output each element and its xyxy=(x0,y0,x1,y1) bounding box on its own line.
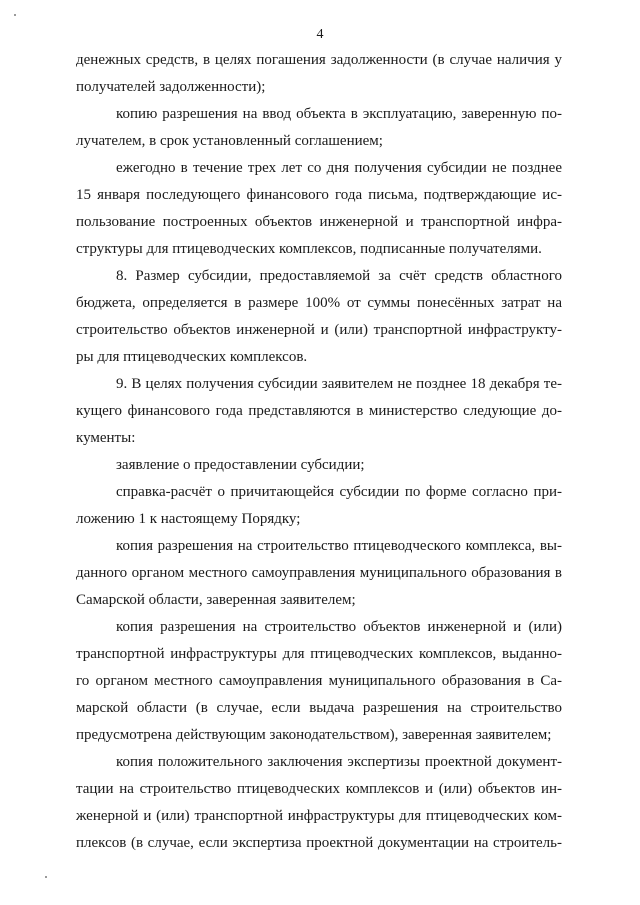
text-line: пользование построенных объектов инженерной и транспортной инфра- xyxy=(76,214,562,230)
text-line: марской области (в случае, если выдача разрешения на строительство xyxy=(76,700,562,716)
text-line: плексов (в случае, если экспертиза проектной документации на строитель- xyxy=(76,835,562,851)
text-line: строительство объектов инженерной и (или) транспортной инфраструкту- xyxy=(76,322,562,338)
text-line: транспортной инфраструктуры для птицеводческих комплексов, выданно- xyxy=(76,646,562,662)
text-line: предусмотрена действующим законодательством), заверенная заявителем; xyxy=(76,727,552,743)
page-number: 4 xyxy=(316,27,324,42)
text-line: данного органом местного самоуправления муниципального образования в xyxy=(76,565,562,581)
text-line: справка-расчёт о причитающейся субсидии по форме согласно при- xyxy=(116,484,562,500)
text-line: 9. В целях получения субсидии заявителем не позднее 18 декабря те- xyxy=(116,376,562,392)
text-line: денежных средств, в целях погашения задолженности (в случае наличия у xyxy=(76,52,562,68)
text-line: 8. Размер субсидии, предоставляемой за счёт средств областного xyxy=(116,268,562,284)
text-line: копию разрешения на ввод объекта в эксплуатацию, заверенную по- xyxy=(116,106,562,122)
scan-speck xyxy=(14,14,16,16)
text-line: копия положительного заключения экспертизы проектной документ- xyxy=(116,754,562,770)
text-line: го органом местного самоуправления муниципального образования в Са- xyxy=(76,673,562,689)
scan-speck xyxy=(45,876,47,878)
text-line: женерной и (или) транспортной инфраструктуры для птицеводческих ком- xyxy=(76,808,562,824)
text-line: заявление о предоставлении субсидии; xyxy=(116,457,365,473)
text-line: копия разрешения на строительство птицеводческого комплекса, вы- xyxy=(116,538,562,554)
text-line: структуры для птицеводческих комплексов, подписанные получателями. xyxy=(76,241,542,257)
text-line: тации на строительство птицеводческих комплексов и (или) объектов ин- xyxy=(76,781,562,797)
text-line: ложению 1 к настоящему Порядку; xyxy=(76,511,301,527)
text-line: 15 января последующего финансового года письма, подтверждающие ис- xyxy=(76,187,562,203)
text-line: ры для птицеводческих комплексов. xyxy=(76,349,308,365)
text-line: лучателем, в срок установленный соглашением; xyxy=(76,133,383,149)
text-line: кущего финансового года представляются в министерство следующие до- xyxy=(76,403,562,419)
text-line: кументы: xyxy=(76,430,136,446)
text-line: получателей задолженности); xyxy=(76,79,266,95)
text-line: Самарской области, заверенная заявителем; xyxy=(76,592,356,608)
text-line: бюджета, определяется в размере 100% от суммы понесённых затрат на xyxy=(76,295,562,311)
text-line: ежегодно в течение трех лет со дня получения субсидии не позднее xyxy=(116,160,562,176)
text-line: копия разрешения на строительство объектов инженерной и (или) xyxy=(116,619,562,635)
